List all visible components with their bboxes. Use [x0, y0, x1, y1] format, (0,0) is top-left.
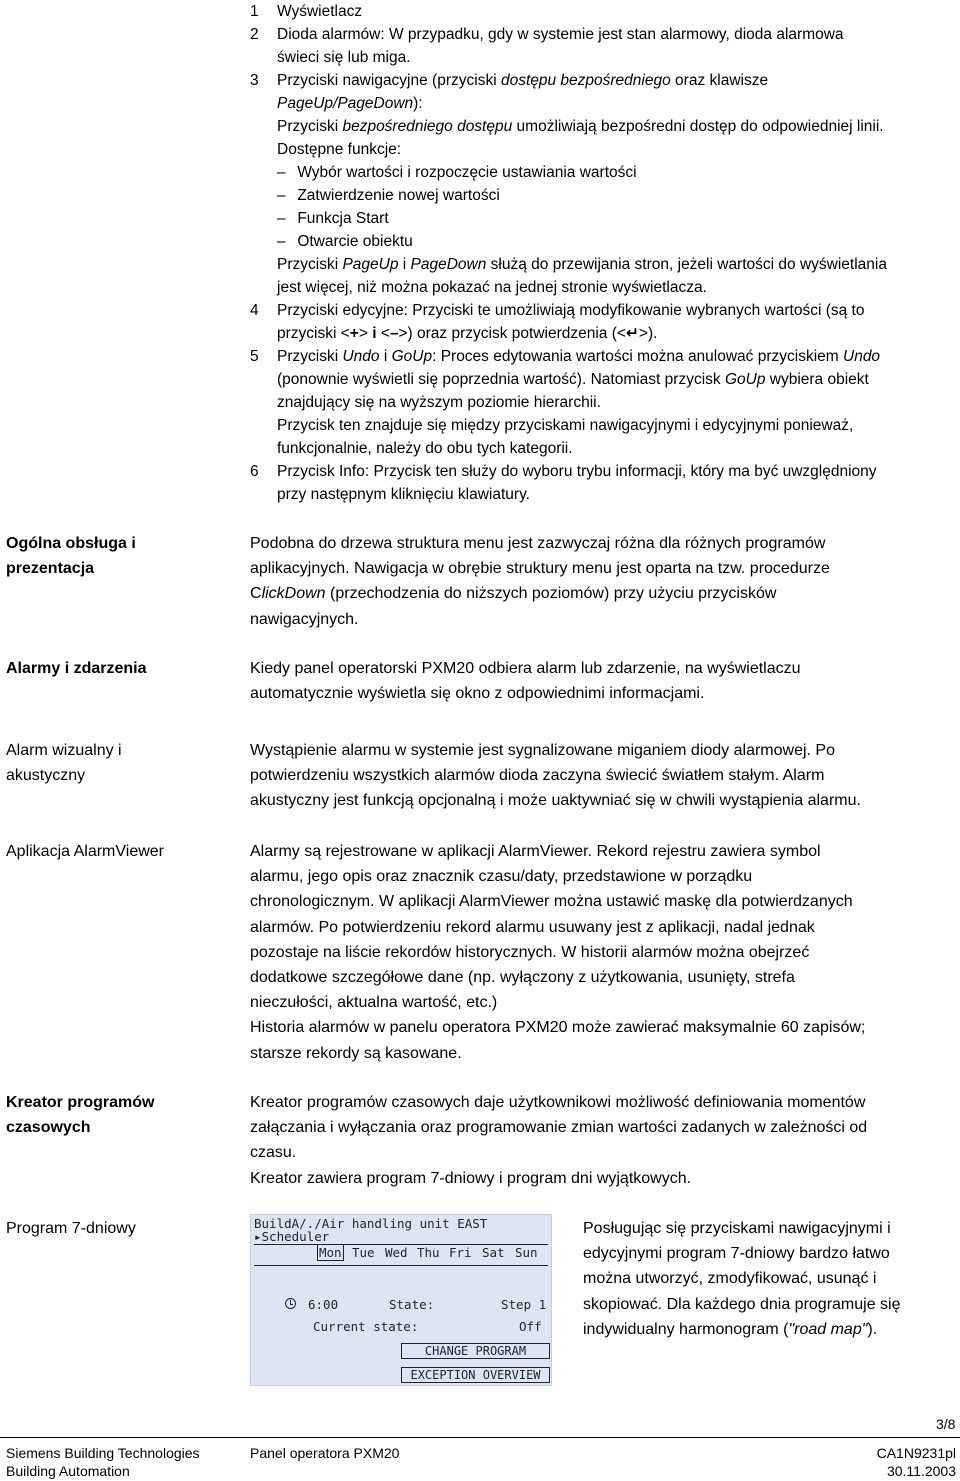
section-text-visual: Wystąpienie alarmu w systemie jest sygnalizowane miganiem diody alarmowej. Po potwierdzeniu wszystkich alarmów dioda zaczyna świecić światłem stałym. Alarm akustyczny jest funkcją opcjonalną i może uaktywniać się w chwili wystąpienia alarmu.: [250, 742, 861, 810]
function-item: – Otwarcie obiektu: [277, 233, 413, 250]
footer-company: Siemens Building Technologies: [6, 1445, 200, 1461]
footer-divider: [0, 1437, 960, 1438]
list-text: przyciski <+> i <–>) oraz przycisk potwierdzenia (<↵>).: [277, 325, 658, 342]
section-text-weekly: Posługując się przyciskami nawigacyjnymi i edycyjnymi program 7-dniowy bardzo łatwo można utworzyć, zmodyfikować, usunąć i skopiować. Dla każdego dnia programuje się indywidualny harmonogram ("road map").: [583, 1220, 901, 1338]
list-text: Przyciski Undo i GoUp: Proces edytowania wartości można anulować przyciskiem Undo: [277, 348, 881, 365]
lcd-sub: ▸Scheduler: [254, 1229, 330, 1244]
list-number: 4: [250, 302, 259, 319]
function-item: – Zatwierdzenie nowej wartości: [277, 187, 500, 204]
lcd-detail-header: [254, 1272, 262, 1287]
lcd-current-label: Current state:: [313, 1319, 419, 1334]
lcd-state-label: State:: [389, 1297, 435, 1312]
lcd-divider: [254, 1265, 548, 1266]
exception-overview-button[interactable]: EXCEPTION OVERVIEW: [401, 1367, 550, 1383]
section-label-visual: Alarm wizualny i akustyczny: [6, 742, 122, 784]
list-number: 2: [250, 26, 259, 43]
clock-icon: [285, 1298, 296, 1309]
list-text: przy następnym kliknięciu klawiatury.: [277, 486, 530, 503]
section-text-general: Podobna do drzewa struktura menu jest zazwyczaj różna dla różnych programów aplikacyjnych. Nawigacja w obrębie struktury menu jest oparta na tzw. procedurze ClickDown (przechodzenia do niższych poziomów) przy użyciu przycisków nawigacyjnych.: [250, 535, 830, 628]
section-label-alarms: Alarmy i zdarzenia: [6, 660, 147, 677]
list-text: Wyświetlacz: [277, 3, 363, 20]
footer-product: Panel operatora PXM20: [250, 1445, 400, 1461]
list-text: świeci się lub miga.: [277, 49, 411, 66]
lcd-day-tue[interactable]: Tue: [352, 1245, 375, 1260]
list-text: Dioda alarmów: W przypadku, gdy w systemie jest stan alarmowy, dioda alarmowa: [277, 26, 844, 43]
section-text-viewer: Alarmy są rejestrowane w aplikacji AlarmViewer. Rekord rejestru zawiera symbol alarmu, jego opis oraz znacznik czasu/daty, przedstawione w porządku chronologicznym. W aplikacji AlarmViewer można ustawić maskę dla potwierdzanych alarmów. Po potwierdzeniu rekord alarmu usuwany jest z aplikacji, nadal jednak pozostaje na liście rekordów historycznych. W historii alarmów można obejrzeć dodatkowe szczegółowe dane (np. wyłączony z użytkowania, usunięty, strefa nieczułości, aktualna wartość, etc.) Historia alarmów w panelu operatora PXM20 może zawierać maksymalnie 60 zapisów; starsze rekordy są kasowane.: [250, 843, 866, 1062]
section-label-weekly: Program 7-dniowy: [6, 1220, 136, 1237]
function-item: – Funkcja Start: [277, 210, 389, 227]
lcd-state-value[interactable]: Step 1: [501, 1297, 547, 1312]
lcd-display: [250, 1214, 552, 1386]
list-text: Przyciski edycyjne: Przyciski te umożliwiają modyfikowanie wybranych wartości (są to: [277, 302, 865, 319]
list-text: funkcjonalnie, należy do obu tych kategorii.: [277, 440, 573, 457]
change-program-button[interactable]: CHANGE PROGRAM: [401, 1343, 550, 1359]
function-item: – Wybór wartości i rozpoczęcie ustawiania wartości: [277, 164, 637, 181]
lcd-time[interactable]: 6:00: [308, 1297, 339, 1312]
section-label-viewer: Aplikacja AlarmViewer: [6, 843, 164, 860]
enter-icon: ↵: [625, 325, 639, 342]
lcd-day-fri[interactable]: Fri: [449, 1245, 472, 1260]
list-text: Przyciski PageUp i PageDown służą do przewijania stron, jeżeli wartości do wyświetlania: [277, 256, 887, 273]
footer-date: 30.11.2003: [886, 1463, 956, 1479]
list-text: Dostępne funkcje:: [277, 141, 402, 158]
section-label-general: Ogólna obsługa i prezentacja: [6, 535, 136, 577]
lcd-day-sat[interactable]: Sat: [482, 1245, 505, 1260]
section-label-scheduler: Kreator programów czasowych: [6, 1094, 155, 1136]
lcd-day-wed[interactable]: Wed: [385, 1245, 408, 1260]
list-text: PageUp/PageDown):: [277, 95, 423, 112]
list-text: (ponownie wyświetli się poprzednia wartość). Natomiast przycisk GoUp wybiera obiekt: [277, 371, 869, 388]
list-text: Przycisk Info: Przycisk ten służy do wyboru trybu informacji, który ma być uwzględniony: [277, 463, 877, 480]
lcd-path: BuildA/./Air handling unit EAST: [254, 1216, 488, 1231]
list-text: Przyciski nawigacyjne (przyciski dostępu bezpośredniego oraz klawisze: [277, 72, 769, 89]
list-number: 3: [250, 72, 259, 89]
page-number: 3/8: [936, 1416, 956, 1432]
list-number: 5: [250, 348, 259, 365]
list-text: Przyciski bezpośredniego dostępu umożliwiają bezpośredni dostęp do odpowiedniej linii.: [277, 118, 884, 135]
list-text: jest więcej, niż można pokazać na jednej stronie wyświetlacza.: [277, 279, 707, 296]
list-number: 1: [250, 3, 259, 20]
lcd-day-sun[interactable]: Sun: [515, 1245, 538, 1260]
section-text-alarms: Kiedy panel operatorski PXM20 odbiera alarm lub zdarzenie, na wyświetlaczu automatycznie wyświetla się okno z odpowiednimi informacjami.: [250, 660, 801, 703]
lcd-day-mon[interactable]: Mon: [319, 1245, 342, 1260]
list-text: Przycisk ten znajduje się między przyciskami nawigacyjnymi i edycyjnymi ponieważ,: [277, 417, 854, 434]
footer-docid: CA1N9231pl: [876, 1445, 956, 1461]
section-text-scheduler: Kreator programów czasowych daje użytkownikowi możliwość definiowania momentów załączania i wyłączania oraz programowanie zmian wartości zadanych w zależności od czasu. Kreator zawiera program 7-dniowy i program dni wyjątkowych.: [250, 1094, 868, 1187]
lcd-current-value: Off: [519, 1319, 542, 1334]
list-text: znajdujący się na wyższym poziomie hierarchii.: [277, 394, 601, 411]
list-number: 6: [250, 463, 259, 480]
footer-division: Building Automation: [6, 1463, 130, 1479]
lcd-day-thu[interactable]: Thu: [417, 1245, 440, 1260]
